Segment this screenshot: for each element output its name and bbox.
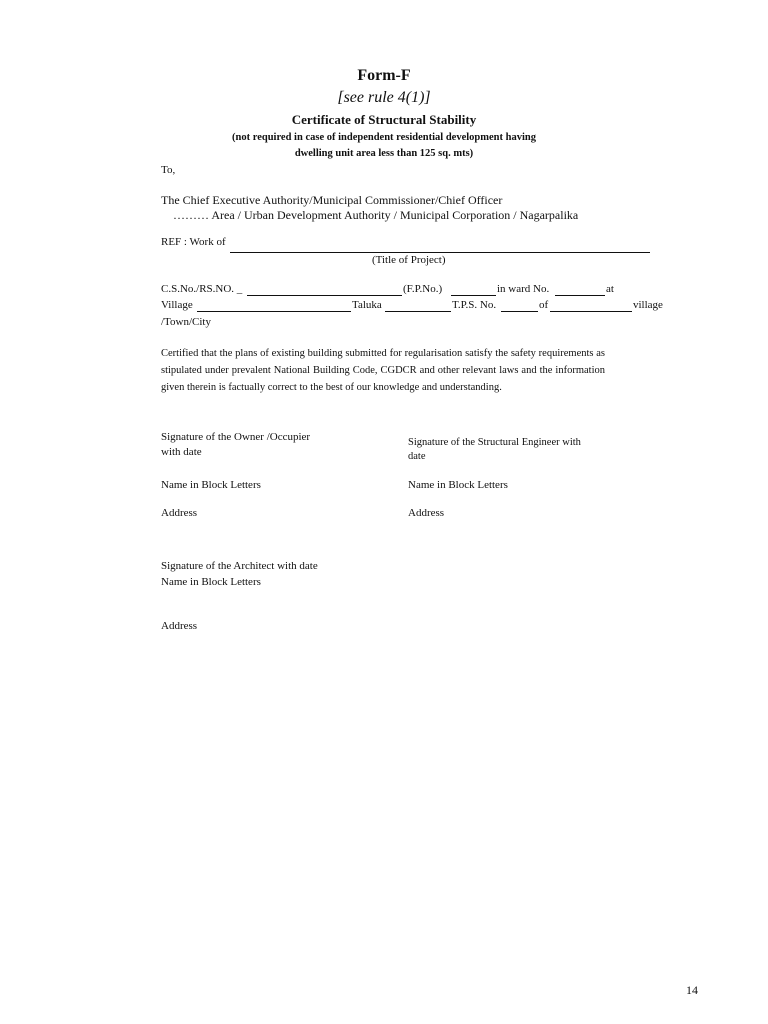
exemption-note-line1: (not required in case of independent residential development having bbox=[232, 132, 536, 143]
village-suffix: village bbox=[633, 299, 663, 311]
engineer-name-label: Name in Block Letters bbox=[408, 479, 508, 491]
town-city-label: /Town/City bbox=[161, 316, 211, 328]
to-label: To, bbox=[161, 164, 176, 176]
taluka-line bbox=[385, 311, 451, 312]
project-title-caption: (Title of Project) bbox=[372, 254, 446, 266]
fp-no-label: (F.P.No.) bbox=[403, 283, 443, 295]
village-line bbox=[197, 311, 351, 312]
village-label: Village bbox=[161, 299, 193, 311]
project-title-line bbox=[230, 252, 650, 253]
of-line bbox=[550, 311, 632, 312]
tps-line bbox=[501, 311, 538, 312]
cs-no-label: C.S.No./RS.NO. _ bbox=[161, 283, 243, 295]
owner-signature-label: Signature of the Owner /Occupier bbox=[161, 431, 311, 443]
addressee-line2: ……… Area / Urban Development Authority / Municipal Corporation / Nagarpalika bbox=[173, 208, 579, 222]
exemption-note-line2: dwelling unit area less than 125 sq. mts) bbox=[294, 148, 474, 159]
certification-text: Certified that the plans of existing building submitted for regularisation satisfy the safety requirements as stipulated under prevalent National Building Code, CGDCR and other relevant laws and the information given therein is factually correct to the best of our knowledge and understanding. bbox=[161, 348, 605, 393]
tps-label: T.P.S. No. bbox=[452, 299, 497, 311]
architect-address-label: Address bbox=[161, 620, 198, 632]
certificate-title: Certificate of Structural Stability bbox=[291, 112, 477, 127]
form-title: Form-F bbox=[357, 67, 411, 84]
fp-no-line bbox=[451, 295, 496, 296]
taluka-label: Taluka bbox=[352, 299, 382, 311]
cs-no-line bbox=[247, 295, 402, 296]
at-label: at bbox=[606, 283, 614, 295]
architect-name-label: Name in Block Letters bbox=[161, 576, 261, 588]
ref-label: REF : Work of bbox=[161, 236, 226, 248]
page-number: 14 bbox=[686, 983, 698, 997]
engineer-address-label: Address bbox=[408, 507, 445, 519]
addressee-line1: The Chief Executive Authority/Municipal Commissioner/Chief Officer bbox=[161, 193, 503, 207]
owner-signature-date: with date bbox=[161, 446, 202, 458]
of-label: of bbox=[539, 299, 549, 311]
owner-name-label: Name in Block Letters bbox=[161, 479, 261, 491]
architect-signature-label: Signature of the Architect with date bbox=[161, 560, 318, 572]
owner-address-label: Address bbox=[161, 507, 198, 519]
rule-reference: [see rule 4(1)] bbox=[337, 89, 431, 106]
ward-no-line bbox=[555, 295, 605, 296]
ward-label: in ward No. bbox=[497, 283, 550, 295]
engineer-signature-label: Signature of the Structural Engineer with bbox=[408, 437, 581, 448]
engineer-signature-date: date bbox=[408, 451, 426, 462]
